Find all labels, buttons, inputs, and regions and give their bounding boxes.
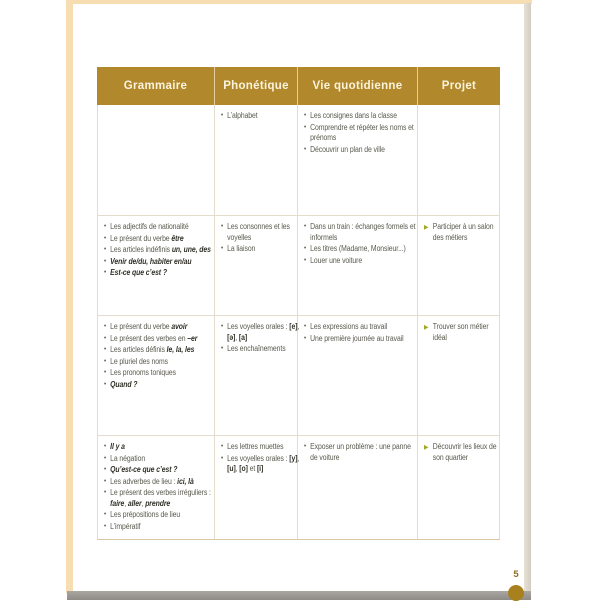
text-segment: La négation (110, 453, 146, 463)
column-header-vie-quotidienne: Vie quotidienne (298, 67, 418, 105)
cell-grammaire-row-1 (98, 105, 215, 215)
list-item (304, 145, 420, 156)
column-header-phonetique: Phonétique (215, 67, 298, 105)
list-item (304, 334, 420, 345)
page-edge-left (66, 0, 73, 593)
text-segment: Venir de/du, habiter en/au (110, 256, 192, 266)
text-segment: Les adverbes de lieu : (110, 476, 178, 486)
text-segment: , (141, 498, 146, 508)
text-segment: La liaison (227, 244, 256, 253)
list-item (104, 368, 217, 379)
table-row (98, 216, 499, 316)
text-segment: , (124, 498, 128, 508)
table-body (97, 105, 500, 540)
cell-vie-quotidienne-row-4 (298, 436, 418, 539)
list-item (304, 123, 420, 144)
text-segment: ici, là (177, 476, 194, 486)
text-segment: , (297, 322, 300, 331)
text-segment: [u] (227, 464, 236, 473)
text-segment: Les voyelles orales : (227, 453, 290, 463)
text-segment: –er (187, 333, 198, 343)
text-segment: et (247, 464, 257, 473)
column-header-grammaire: Grammaire (97, 67, 215, 105)
text-segment: Le présent du verbe (110, 233, 172, 243)
table-row (98, 436, 499, 539)
text-segment: , (297, 453, 300, 463)
page-edge-right (524, 3, 531, 593)
text-segment: Les articles indéfinis (110, 245, 172, 254)
table-row (98, 316, 499, 436)
text-segment: Il y a (110, 442, 125, 451)
list-item (104, 522, 217, 533)
text-segment: [y] (289, 453, 298, 463)
list-item (104, 222, 217, 233)
cell-phonetique-row-3 (215, 316, 298, 435)
text-segment: Le présent des verbes irréguliers : (110, 488, 211, 497)
text-segment: Louer une voiture (310, 255, 363, 265)
list-item (221, 344, 300, 355)
text-segment: Le présent du verbe (110, 322, 172, 331)
cell-grammaire-row-4 (98, 436, 215, 539)
text-segment: Exposer un problème : une panne de voiture (310, 442, 411, 462)
text-segment: prendre (145, 498, 171, 508)
table-row (98, 105, 499, 216)
text-segment: Les consignes dans la classe (310, 111, 397, 120)
list-item (104, 345, 217, 356)
list-item (104, 442, 217, 453)
list-item (304, 442, 420, 463)
text-segment: Qu’est-ce que c’est ? (110, 465, 178, 474)
list-item (104, 454, 217, 465)
arrow-right-icon: ▶ (424, 224, 429, 231)
text-segment: Est-ce que c’est ? (110, 268, 167, 277)
page-corner-dot-icon (508, 585, 524, 601)
text-segment: Participer à un salon des métiers (432, 222, 494, 242)
list-item (221, 244, 300, 255)
text-segment: , (235, 464, 240, 473)
list-item (221, 454, 300, 475)
page-edge-top (66, 0, 532, 4)
text-segment: avoir (171, 322, 188, 331)
text-segment: Trouver son métier idéal (432, 322, 489, 342)
list-item (104, 380, 217, 391)
text-segment: Découvrir les lieux de son quartier (432, 442, 497, 462)
list-item (104, 234, 217, 245)
list-item (104, 268, 217, 279)
text-segment: [i] (256, 464, 264, 473)
text-segment: Quand ? (110, 379, 138, 389)
list-item (221, 322, 300, 343)
column-header-projet: Projet (418, 67, 500, 105)
cell-projet-row-3 (418, 316, 499, 435)
text-segment: Une première journée au travail (310, 333, 404, 343)
cell-vie-quotidienne-row-2 (298, 216, 418, 315)
text-segment: Le pluriel des noms (110, 356, 168, 366)
list-item (104, 465, 217, 476)
list-item (104, 488, 217, 509)
text-segment: être (171, 233, 184, 243)
text-segment: Les expressions au travail (310, 322, 388, 331)
list-item (304, 322, 420, 333)
table-header-row (97, 67, 500, 105)
text-segment: L’impératif (110, 521, 141, 531)
cell-projet-row-4 (418, 436, 499, 539)
arrow-right-icon: ▶ (424, 444, 429, 451)
text-segment: Les consonnes et les voyelles (227, 222, 290, 242)
list-item (104, 477, 217, 488)
text-segment: Dans un train : échanges formels et informels (310, 222, 416, 242)
list-item (304, 111, 420, 122)
list-item (304, 222, 420, 243)
list-item (104, 334, 217, 345)
text-segment: Comprendre et répéter les noms et prénoms (310, 122, 414, 142)
list-item (221, 111, 300, 122)
text-segment: Les voyelles orales : (227, 322, 290, 331)
text-segment: Les adjectifs de nationalité (110, 222, 189, 231)
text-segment: Les lettres muettes (227, 442, 284, 451)
text-segment: [e] (289, 322, 298, 331)
text-segment: un, une, des (171, 245, 211, 254)
cell-phonetique-row-4 (215, 436, 298, 539)
text-segment: Le présent des verbes en (110, 333, 188, 343)
text-segment: L’alphabet (227, 111, 258, 120)
list-item (104, 245, 217, 256)
cell-phonetique-row-2 (215, 216, 298, 315)
page-bottom-shadow (67, 591, 531, 600)
text-segment: Les titres (Madame, Monsieur...) (310, 244, 406, 253)
projet-item (424, 322, 504, 343)
list-item (221, 442, 300, 453)
projet-item (424, 222, 504, 243)
cell-phonetique-row-1 (215, 105, 298, 215)
text-segment: [ə] (227, 332, 236, 342)
text-segment: Les pronoms toniques (110, 368, 176, 377)
arrow-right-icon: ▶ (424, 324, 429, 331)
list-item (304, 244, 420, 255)
list-item (221, 222, 300, 243)
list-item (104, 510, 217, 521)
text-segment: Les enchaînements (227, 344, 286, 353)
text-segment: Les articles définis (110, 345, 167, 354)
projet-item (424, 442, 504, 463)
cell-vie-quotidienne-row-1 (298, 105, 418, 215)
text-segment: faire (110, 498, 125, 508)
list-item (304, 256, 420, 267)
text-segment: le, la, les (166, 345, 195, 354)
cell-projet-row-2 (418, 216, 499, 315)
contents-table (97, 67, 500, 540)
cell-projet-row-1 (418, 105, 499, 215)
text-segment: [a] (238, 332, 248, 342)
text-segment: [o] (239, 464, 248, 473)
text-segment: , (235, 332, 239, 342)
list-item (104, 322, 217, 333)
text-segment: Découvrir un plan de ville (310, 144, 385, 154)
text-segment: aller (127, 498, 142, 508)
cell-vie-quotidienne-row-3 (298, 316, 418, 435)
cell-grammaire-row-3 (98, 316, 215, 435)
list-item (104, 257, 217, 268)
list-item (104, 357, 217, 368)
text-segment: Les prépositions de lieu (110, 510, 181, 519)
cell-grammaire-row-2 (98, 216, 215, 315)
page-number: 5 (513, 569, 519, 580)
